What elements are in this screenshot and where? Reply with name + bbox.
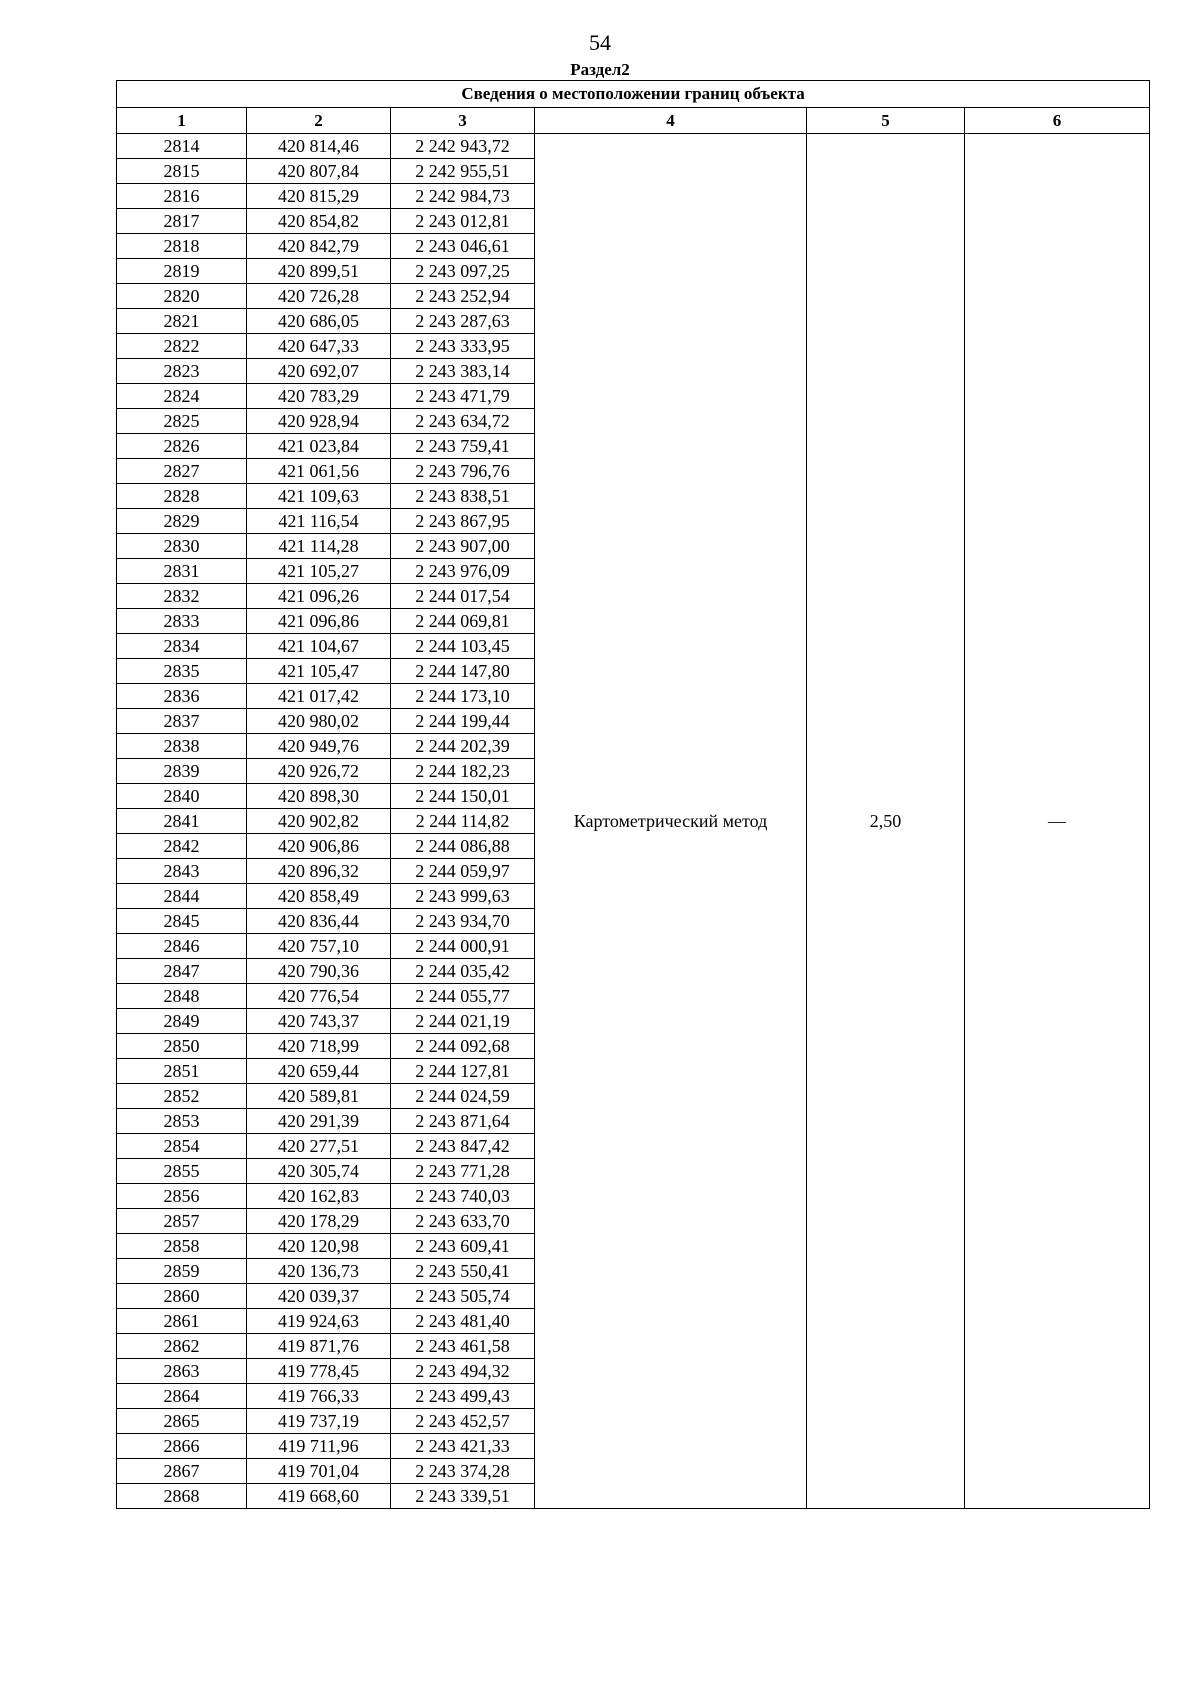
point-number-cell: 2820 [117,284,247,309]
y-coordinate-cell: 2 243 907,00 [391,534,535,559]
point-number-cell: 2864 [117,1384,247,1409]
point-number-cell: 2818 [117,234,247,259]
x-coordinate-cell: 419 924,63 [247,1309,391,1334]
y-coordinate-cell: 2 244 092,68 [391,1034,535,1059]
x-coordinate-cell: 420 790,36 [247,959,391,984]
point-number-cell: 2829 [117,509,247,534]
point-number-cell: 2826 [117,434,247,459]
y-coordinate-cell: 2 244 173,10 [391,684,535,709]
y-coordinate-cell: 2 243 871,64 [391,1109,535,1134]
x-coordinate-cell: 420 949,76 [247,734,391,759]
x-coordinate-cell: 420 305,74 [247,1159,391,1184]
point-number-cell: 2857 [117,1209,247,1234]
x-coordinate-cell: 420 815,29 [247,184,391,209]
y-coordinate-cell: 2 244 035,42 [391,959,535,984]
y-coordinate-cell: 2 244 000,91 [391,934,535,959]
y-coordinate-cell: 2 242 984,73 [391,184,535,209]
point-number-cell: 2847 [117,959,247,984]
y-coordinate-cell: 2 243 771,28 [391,1159,535,1184]
x-coordinate-cell: 419 778,45 [247,1359,391,1384]
column-header-4: 4 [535,108,807,134]
y-coordinate-cell: 2 244 182,23 [391,759,535,784]
point-number-cell: 2865 [117,1409,247,1434]
point-number-cell: 2844 [117,884,247,909]
y-coordinate-cell: 2 243 339,51 [391,1484,535,1509]
y-coordinate-cell: 2 243 796,76 [391,459,535,484]
x-coordinate-cell: 420 896,32 [247,859,391,884]
x-coordinate-cell: 420 277,51 [247,1134,391,1159]
y-coordinate-cell: 2 243 499,43 [391,1384,535,1409]
y-coordinate-cell: 2 242 943,72 [391,134,535,159]
column-header-3: 3 [391,108,535,134]
x-coordinate-cell: 420 718,99 [247,1034,391,1059]
x-coordinate-cell: 421 116,54 [247,509,391,534]
y-coordinate-cell: 2 243 759,41 [391,434,535,459]
x-coordinate-cell: 420 291,39 [247,1109,391,1134]
point-number-cell: 2823 [117,359,247,384]
y-coordinate-cell: 2 243 461,58 [391,1334,535,1359]
y-coordinate-cell: 2 244 024,59 [391,1084,535,1109]
column-header-1: 1 [117,108,247,134]
x-coordinate-cell: 420 842,79 [247,234,391,259]
point-number-cell: 2830 [117,534,247,559]
x-coordinate-cell: 421 109,63 [247,484,391,509]
method-cell: Картометрический метод [535,134,807,1509]
y-coordinate-cell: 2 244 086,88 [391,834,535,859]
x-coordinate-cell: 419 871,76 [247,1334,391,1359]
point-number-cell: 2866 [117,1434,247,1459]
y-coordinate-cell: 2 243 934,70 [391,909,535,934]
y-coordinate-cell: 2 243 383,14 [391,359,535,384]
x-coordinate-cell: 419 701,04 [247,1459,391,1484]
y-coordinate-cell: 2 243 494,32 [391,1359,535,1384]
y-coordinate-cell: 2 244 150,01 [391,784,535,809]
x-coordinate-cell: 421 023,84 [247,434,391,459]
table-caption: Сведения о местоположении границ объекта [117,81,1150,108]
column-header-5: 5 [807,108,965,134]
y-coordinate-cell: 2 243 999,63 [391,884,535,909]
y-coordinate-cell: 2 244 069,81 [391,609,535,634]
point-number-cell: 2835 [117,659,247,684]
y-coordinate-cell: 2 243 633,70 [391,1209,535,1234]
x-coordinate-cell: 420 162,83 [247,1184,391,1209]
x-coordinate-cell: 420 926,72 [247,759,391,784]
point-number-cell: 2822 [117,334,247,359]
point-number-cell: 2850 [117,1034,247,1059]
point-number-cell: 2815 [117,159,247,184]
point-number-cell: 2861 [117,1309,247,1334]
point-number-cell: 2842 [117,834,247,859]
point-number-cell: 2853 [117,1109,247,1134]
column-header-2: 2 [247,108,391,134]
y-coordinate-cell: 2 243 976,09 [391,559,535,584]
point-number-cell: 2860 [117,1284,247,1309]
y-coordinate-cell: 2 243 609,41 [391,1234,535,1259]
x-coordinate-cell: 420 783,29 [247,384,391,409]
x-coordinate-cell: 420 726,28 [247,284,391,309]
x-coordinate-cell: 420 136,73 [247,1259,391,1284]
point-number-cell: 2838 [117,734,247,759]
x-coordinate-cell: 420 899,51 [247,259,391,284]
point-number-cell: 2827 [117,459,247,484]
accuracy-cell: 2,50 [807,134,965,1509]
y-coordinate-cell: 2 243 867,95 [391,509,535,534]
point-number-cell: 2868 [117,1484,247,1509]
y-coordinate-cell: 2 244 021,19 [391,1009,535,1034]
point-number-cell: 2834 [117,634,247,659]
point-number-cell: 2862 [117,1334,247,1359]
point-number-cell: 2849 [117,1009,247,1034]
point-number-cell: 2852 [117,1084,247,1109]
point-number-cell: 2856 [117,1184,247,1209]
x-coordinate-cell: 419 668,60 [247,1484,391,1509]
x-coordinate-cell: 420 692,07 [247,359,391,384]
point-number-cell: 2839 [117,759,247,784]
y-coordinate-cell: 2 243 550,41 [391,1259,535,1284]
x-coordinate-cell: 420 906,86 [247,834,391,859]
y-coordinate-cell: 2 243 452,57 [391,1409,535,1434]
x-coordinate-cell: 420 743,37 [247,1009,391,1034]
x-coordinate-cell: 420 902,82 [247,809,391,834]
x-coordinate-cell: 420 120,98 [247,1234,391,1259]
y-coordinate-cell: 2 244 055,77 [391,984,535,1009]
x-coordinate-cell: 420 836,44 [247,909,391,934]
x-coordinate-cell: 420 807,84 [247,159,391,184]
point-number-cell: 2855 [117,1159,247,1184]
point-number-cell: 2845 [117,909,247,934]
x-coordinate-cell: 420 814,46 [247,134,391,159]
x-coordinate-cell: 419 766,33 [247,1384,391,1409]
point-number-cell: 2828 [117,484,247,509]
y-coordinate-cell: 2 244 114,82 [391,809,535,834]
y-coordinate-cell: 2 243 421,33 [391,1434,535,1459]
point-number-cell: 2851 [117,1059,247,1084]
point-number-cell: 2825 [117,409,247,434]
x-coordinate-cell: 420 686,05 [247,309,391,334]
x-coordinate-cell: 421 017,42 [247,684,391,709]
x-coordinate-cell: 421 061,56 [247,459,391,484]
point-number-cell: 2833 [117,609,247,634]
y-coordinate-cell: 2 244 127,81 [391,1059,535,1084]
point-number-cell: 2858 [117,1234,247,1259]
table-body [117,134,1150,1509]
x-coordinate-cell: 421 096,86 [247,609,391,634]
point-number-cell: 2817 [117,209,247,234]
column6-cell: — [965,134,1150,1509]
y-coordinate-cell: 2 243 287,63 [391,309,535,334]
point-number-cell: 2843 [117,859,247,884]
point-number-cell: 2824 [117,384,247,409]
y-coordinate-cell: 2 243 481,40 [391,1309,535,1334]
point-number-cell: 2841 [117,809,247,834]
column-header-row [117,108,1150,134]
point-number-cell: 2840 [117,784,247,809]
x-coordinate-cell: 420 980,02 [247,709,391,734]
x-coordinate-cell: 420 039,37 [247,1284,391,1309]
point-number-cell: 2836 [117,684,247,709]
point-number-cell: 2863 [117,1359,247,1384]
y-coordinate-cell: 2 243 046,61 [391,234,535,259]
y-coordinate-cell: 2 243 634,72 [391,409,535,434]
x-coordinate-cell: 421 114,28 [247,534,391,559]
y-coordinate-cell: 2 244 103,45 [391,634,535,659]
point-number-cell: 2821 [117,309,247,334]
x-coordinate-cell: 420 757,10 [247,934,391,959]
x-coordinate-cell: 420 898,30 [247,784,391,809]
y-coordinate-cell: 2 243 505,74 [391,1284,535,1309]
y-coordinate-cell: 2 243 097,25 [391,259,535,284]
table-row [117,134,1150,159]
x-coordinate-cell: 420 659,44 [247,1059,391,1084]
x-coordinate-cell: 420 858,49 [247,884,391,909]
point-number-cell: 2846 [117,934,247,959]
x-coordinate-cell: 420 928,94 [247,409,391,434]
y-coordinate-cell: 2 243 252,94 [391,284,535,309]
x-coordinate-cell: 420 589,81 [247,1084,391,1109]
point-number-cell: 2848 [117,984,247,1009]
y-coordinate-cell: 2 243 847,42 [391,1134,535,1159]
x-coordinate-cell: 421 105,27 [247,559,391,584]
point-number-cell: 2837 [117,709,247,734]
point-number-cell: 2816 [117,184,247,209]
x-coordinate-cell: 421 096,26 [247,584,391,609]
x-coordinate-cell: 420 178,29 [247,1209,391,1234]
point-number-cell: 2832 [117,584,247,609]
y-coordinate-cell: 2 242 955,51 [391,159,535,184]
y-coordinate-cell: 2 243 333,95 [391,334,535,359]
y-coordinate-cell: 2 244 059,97 [391,859,535,884]
y-coordinate-cell: 2 243 740,03 [391,1184,535,1209]
x-coordinate-cell: 420 854,82 [247,209,391,234]
section-title: Раздел2 [570,60,630,79]
point-number-cell: 2854 [117,1134,247,1159]
x-coordinate-cell: 419 711,96 [247,1434,391,1459]
point-number-cell: 2859 [117,1259,247,1284]
page-number: 54 [589,30,611,55]
point-number-cell: 2831 [117,559,247,584]
x-coordinate-cell: 421 105,47 [247,659,391,684]
point-number-cell: 2867 [117,1459,247,1484]
x-coordinate-cell: 420 776,54 [247,984,391,1009]
y-coordinate-cell: 2 243 838,51 [391,484,535,509]
x-coordinate-cell: 421 104,67 [247,634,391,659]
boundary-coordinates-table [116,80,1150,1509]
y-coordinate-cell: 2 244 202,39 [391,734,535,759]
y-coordinate-cell: 2 244 017,54 [391,584,535,609]
x-coordinate-cell: 419 737,19 [247,1409,391,1434]
point-number-cell: 2814 [117,134,247,159]
y-coordinate-cell: 2 243 374,28 [391,1459,535,1484]
point-number-cell: 2819 [117,259,247,284]
y-coordinate-cell: 2 244 199,44 [391,709,535,734]
y-coordinate-cell: 2 243 012,81 [391,209,535,234]
y-coordinate-cell: 2 244 147,80 [391,659,535,684]
y-coordinate-cell: 2 243 471,79 [391,384,535,409]
column-header-6: 6 [965,108,1150,134]
x-coordinate-cell: 420 647,33 [247,334,391,359]
